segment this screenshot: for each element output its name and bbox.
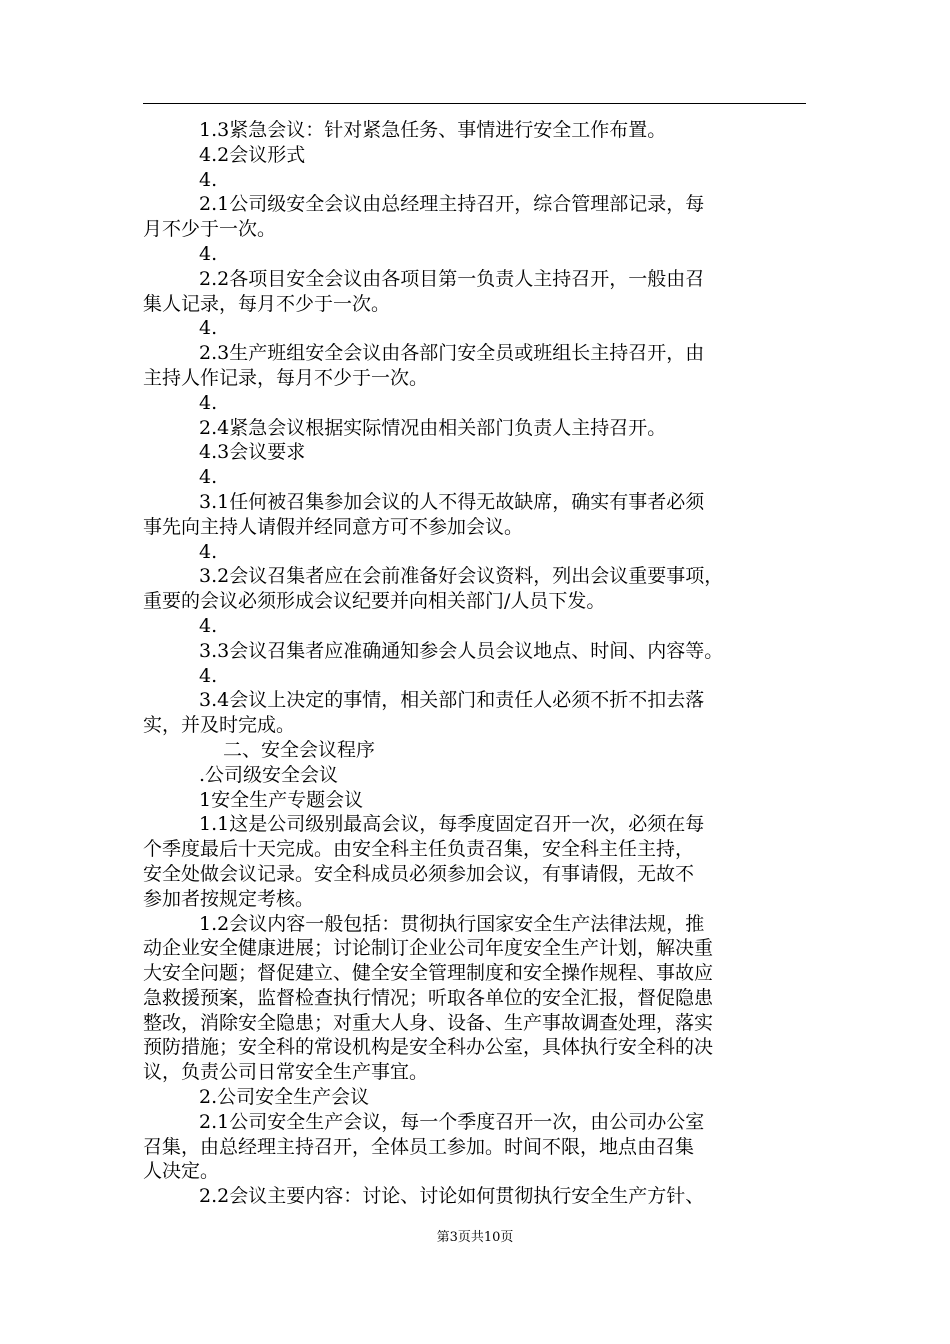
text-line: 4. bbox=[199, 540, 218, 563]
text-line: 4.2会议形式 bbox=[199, 143, 306, 166]
document-body bbox=[143, 118, 815, 1209]
text-line: 4. bbox=[199, 242, 218, 265]
text-line: 3.2会议召集者应在会前准备好会议资料，列出会议重要事项， bbox=[199, 565, 724, 588]
text-line: 事先向主持人请假并经同意方可不参加会议。 bbox=[143, 515, 524, 538]
text-line: .公司级安全会议 bbox=[199, 763, 339, 786]
text-line: 4. bbox=[199, 317, 218, 340]
text-line: 1.2会议内容一般包括：贯彻执行国家安全生产法律法规，推 bbox=[199, 912, 705, 935]
text-line: 1安全生产专题会议 bbox=[199, 788, 364, 811]
text-line: 2.1公司安全生产会议，每一个季度召开一次，由公司办公室 bbox=[199, 1110, 705, 1133]
text-line: 2.4紧急会议根据实际情况由相关部门负责人主持召开。 bbox=[199, 416, 667, 439]
text-line: 4. bbox=[199, 466, 218, 489]
text-line: 4. bbox=[199, 614, 218, 637]
text-line: 人决定。 bbox=[143, 1160, 220, 1183]
text-line: 2.公司安全生产会议 bbox=[199, 1086, 370, 1109]
text-line: 4. bbox=[199, 391, 218, 414]
text-line: 实，并及时完成。 bbox=[143, 714, 296, 737]
text-line: 4. bbox=[199, 168, 218, 191]
text-line: 整改，消除安全隐患；对重大人身、设备、生产事故调查处理，落实 bbox=[143, 1011, 714, 1034]
text-line: 安全处做会议记录。安全科成员必须参加会议，有事请假，无故不 bbox=[143, 862, 695, 885]
text-line: 4.3会议要求 bbox=[199, 441, 306, 464]
text-line: 3.3会议召集者应准确通知参会人员会议地点、时间、内容等。 bbox=[199, 639, 724, 662]
text-line: 动企业安全健康进展；讨论制订企业公司年度安全生产计划，解决重 bbox=[143, 937, 714, 960]
header-rule bbox=[143, 103, 806, 104]
text-line: 1.1这是公司级别最高会议，每季度固定召开一次，必须在每 bbox=[199, 813, 705, 836]
text-line: 急救援预案，监督检查执行情况；听取各单位的安全汇报，督促隐患 bbox=[143, 986, 714, 1009]
page-footer: 第3页共10页 bbox=[436, 1230, 514, 1245]
text-line: 大安全问题；督促建立、健全安全管理制度和安全操作规程、事故应 bbox=[143, 962, 714, 985]
text-line: 召集，由总经理主持召开，全体员工参加。时间不限，地点由召集 bbox=[143, 1135, 695, 1158]
text-line: 二、安全会议程序 bbox=[223, 738, 376, 761]
text-line: 2.2各项目安全会议由各项目第一负责人主持召开，一般由召 bbox=[199, 267, 705, 290]
text-line: 主持人作记录，每月不少于一次。 bbox=[143, 366, 429, 389]
text-line: 预防措施；安全科的常设机构是安全科办公室，具体执行安全科的决 bbox=[143, 1036, 714, 1059]
text-line: 2.1公司级安全会议由总经理主持召开，综合管理部记录，每 bbox=[199, 193, 705, 216]
text-line: 2.3生产班组安全会议由各部门安全员或班组长主持召开，由 bbox=[199, 342, 705, 365]
text-line: 4. bbox=[199, 664, 218, 687]
text-line: 议，负责公司日常安全生产事宜。 bbox=[143, 1061, 429, 1084]
text-line: 2.2会议主要内容：讨论、讨论如何贯彻执行安全生产方针、 bbox=[199, 1185, 705, 1208]
text-line: 月不少于一次。 bbox=[143, 218, 277, 241]
text-line: 个季度最后十天完成。由安全科主任负责召集，安全科主任主持， bbox=[143, 838, 695, 861]
text-line: 重要的会议必须形成会议纪要并向相关部门/人员下发。 bbox=[143, 590, 606, 613]
text-line: 集人记录，每月不少于一次。 bbox=[143, 292, 391, 315]
text-line: 参加者按规定考核。 bbox=[143, 887, 315, 910]
text-line: 3.4会议上决定的事情，相关部门和责任人必须不折不扣去落 bbox=[199, 689, 705, 712]
text-line: 3.1任何被召集参加会议的人不得无故缺席，确实有事者必须 bbox=[199, 490, 705, 513]
text-line: 1.3紧急会议：针对紧急任务、事情进行安全工作布置。 bbox=[199, 119, 667, 141]
